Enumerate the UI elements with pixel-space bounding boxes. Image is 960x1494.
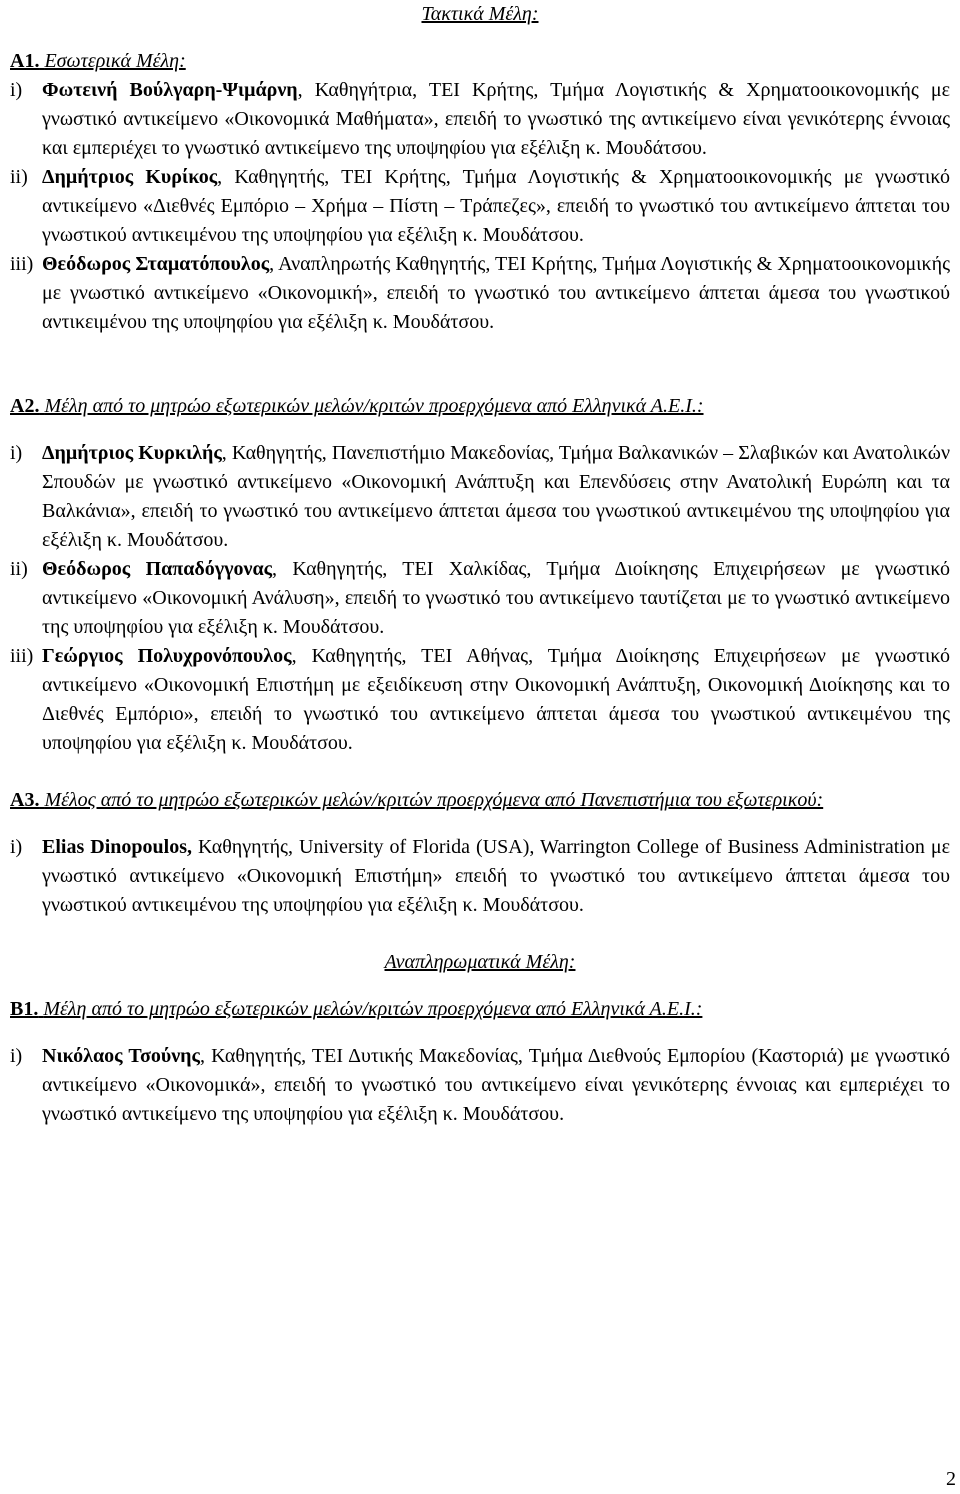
member-description: , Καθηγητής, ΤΕΙ Δυτικής Μακεδονίας, Τμήμα Διεθνούς Εμπορίου (Καστοριά) με γνωστικό αντικείμενο «Οικονομικά», επειδή το γνωστικό του αντικείμενο είναι γενικότερης έννοιας και εμπεριέχει το γνωστικό αντικείμενο της υποψηφίου για εξέλιξη κ. Μουδάτσου.	[42, 1045, 951, 1125]
section-b1-code: B1.	[10, 998, 39, 1020]
item-text	[42, 833, 950, 920]
section-a1-title	[10, 47, 950, 76]
list-item	[10, 163, 950, 250]
member-name: Γεώργιος Πολυχρονόπουλος	[42, 645, 292, 667]
item-text	[42, 1042, 950, 1129]
item-number: ii)	[10, 166, 28, 188]
section-b1-list	[10, 1042, 950, 1129]
member-description: , Καθηγητής, ΤΕΙ Αθήνας, Τμήμα Διοίκησης Επιχειρήσεων με γνωστικό αντικείμενο «Οικονομική Επιστήμη με εξειδίκευση στην Οικονομική Ανάπτυξη, Οικονομική Διοίκησης και το Διεθνές Εμπόριο», επειδή το γνωστικό του αντικείμενο άπτεται άμεσα του γνωστικού αντικειμένου της υποψηφίου για εξέλιξη κ. Μουδάτσου.	[42, 645, 950, 754]
document-page	[10, 0, 950, 1129]
list-item	[10, 833, 950, 920]
item-text	[42, 439, 950, 555]
section-a1-label: Εσωτερικά Μέλη:	[44, 50, 186, 72]
section-b1-title	[10, 995, 950, 1024]
section-a2-label: Μέλη από το μητρώο εξωτερικών μελών/κριτών προερχόμενα από Ελληνικά Α.Ε.Ι.:	[44, 395, 704, 417]
item-text	[42, 555, 950, 642]
section-a3-list	[10, 833, 950, 920]
section-a1-list	[10, 76, 950, 337]
list-item	[10, 642, 950, 758]
section-a2-list	[10, 439, 950, 758]
section-b1-label: Μέλη από το μητρώο εξωτερικών μελών/κριτών προερχόμενα από Ελληνικά Α.Ε.Ι.:	[43, 998, 703, 1020]
member-description: , Καθηγητής, ΤΕΙ Κρήτης, Τμήμα Λογιστικής & Χρηματοοικονομικής με γνωστικό αντικείμενο «Διεθνές Εμπόριο – Χρήμα – Πίστη – Τράπεζες», επειδή το γνωστικό του αντικείμενο άπτεται του γνωστικού αντικειμένου της υποψηφίου για εξέλιξη κ. Μουδάτσου.	[42, 166, 950, 246]
item-number: i)	[10, 1045, 23, 1067]
section-a3-title	[10, 786, 950, 815]
item-number: i)	[10, 79, 23, 101]
item-number: iii)	[10, 645, 34, 667]
member-name: Δημήτριος Κυρκιλής	[42, 442, 222, 464]
member-description: , Καθηγήτρια, ΤΕΙ Κρήτης, Τμήμα Λογιστικής & Χρηματοοικονομικής με γνωστικό αντικείμενο «Οικονομικά Μαθήματα», επειδή το γνωστικό της αντικείμενο είναι γενικότερης έννοιας και εμπεριέχει το γνωστικό αντικείμενο της υποψηφίου για εξέλιξη κ. Μουδάτσου.	[42, 79, 950, 159]
member-name: Θεόδωρος Παπαδόγγονας	[42, 558, 273, 580]
item-text	[42, 250, 950, 337]
item-text	[42, 76, 950, 163]
item-text	[42, 163, 950, 250]
member-name: Φωτεινή Βούλγαρη-Ψιμάρνη	[42, 79, 298, 101]
item-text	[42, 642, 950, 758]
section-a2-code: A2.	[10, 395, 40, 417]
list-item	[10, 1042, 950, 1129]
list-item	[10, 76, 950, 163]
member-name: Δημήτριος Κυρίκος	[42, 166, 218, 188]
member-description: , Καθηγητής, ΤΕΙ Χαλκίδας, Τμήμα Διοίκησης Επιχειρήσεων με γνωστικό αντικείμενο «Οικονομική Ανάλυση», επειδή το γνωστικό του αντικείμενο ταυτίζεται με το γνωστικό αντικείμενο της υποψηφίου για εξέλιξη κ. Μουδάτσου.	[42, 558, 950, 638]
list-item	[10, 555, 950, 642]
list-item	[10, 250, 950, 337]
page-number: 2	[946, 1468, 956, 1490]
member-description: Καθηγητής, University of Florida (USA), Warrington College of Business Administration με γνωστικό αντικείμενο «Οικονομική Επιστήμη» επειδή το γνωστικό του αντικείμενο άπτεται άμεσα του γνωστικού αντικειμένου της υποψηφίου για εξέλιξη κ. Μουδάτσου.	[42, 836, 950, 916]
section-a3-code: A3.	[10, 789, 40, 811]
section-a2-title	[10, 392, 950, 421]
list-item	[10, 439, 950, 555]
member-name: Elias Dinopoulos,	[42, 836, 192, 858]
item-number: iii)	[10, 253, 34, 275]
item-number: ii)	[10, 558, 28, 580]
alternate-members-heading: Αναπληρωματικά Μέλη:	[384, 951, 576, 973]
item-number: i)	[10, 442, 23, 464]
member-description: , Καθηγητής, Πανεπιστήμιο Μακεδονίας, Τμήμα Βαλκανικών – Σλαβικών και Ανατολικών Σπουδών με γνωστικό αντικείμενο «Οικονομική Ανάπτυξη και Επενδύσεις στην Ανατολική Ευρώπη και τα Βαλκάνια», επειδή το γνωστικό του αντικείμενο άπτεται άμεσα του γνωστικού αντικειμένου της υποψηφίου για εξέλιξη κ. Μουδάτσου.	[42, 442, 950, 551]
member-name: Θεόδωρος Σταματόπουλος	[42, 253, 270, 275]
section-a3-label: Μέλος από το μητρώο εξωτερικών μελών/κριτών προερχόμενα από Πανεπιστήμια του εξωτερικού:	[44, 789, 824, 811]
regular-members-heading: Τακτικά Μέλη:	[421, 3, 539, 25]
member-description: , Αναπληρωτής Καθηγητής, ΤΕΙ Κρήτης, Τμήμα Λογιστικής & Χρηματοοικονομικής με γνωστικό αντικείμενο «Οικονομική», επειδή το γνωστικό του αντικείμενο άπτεται άμεσα του γνωστικού αντικειμένου της υποψηφίου για εξέλιξη κ. Μουδάτσου.	[42, 253, 950, 333]
item-number: i)	[10, 836, 23, 858]
member-name: Νικόλαος Τσούνης	[42, 1045, 200, 1067]
section-a1-code: A1.	[10, 50, 40, 72]
